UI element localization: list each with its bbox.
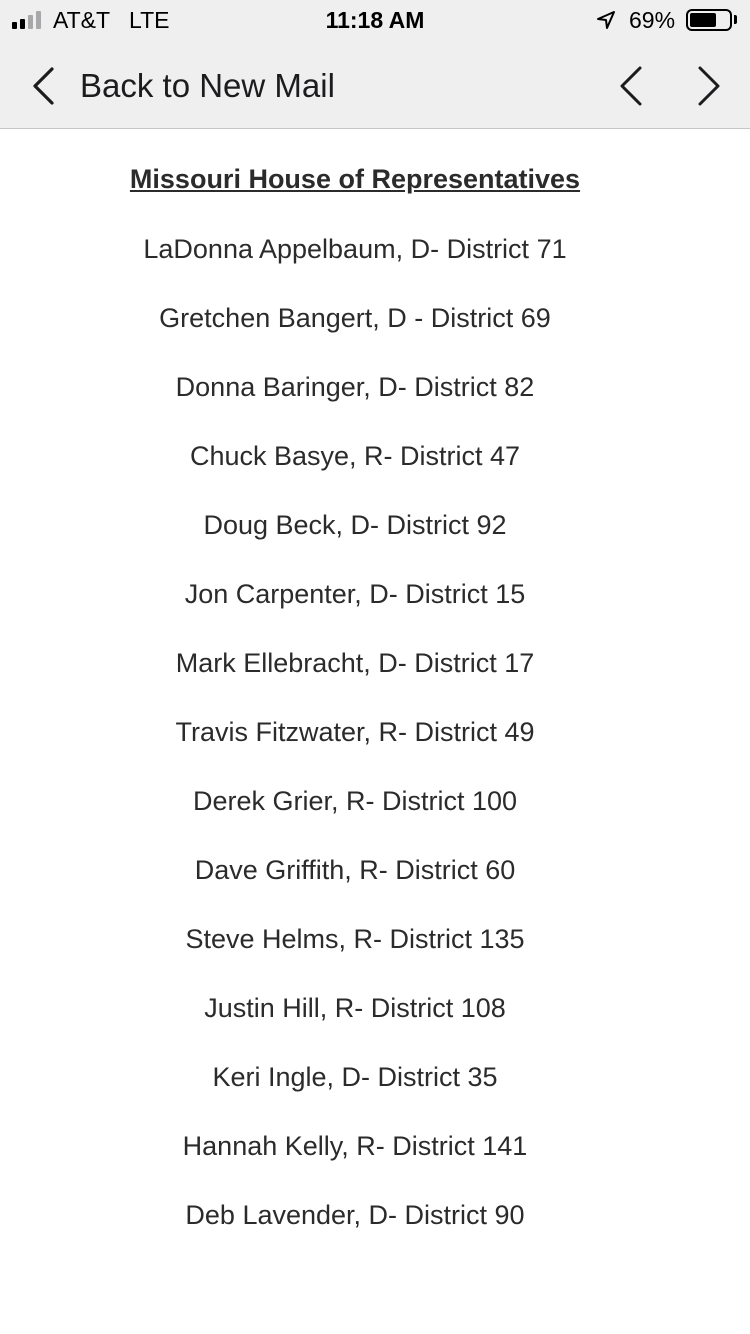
list-item: Hannah Kelly, R- District 141 [182, 1131, 528, 1161]
list-item: Justin Hill, R- District 108 [204, 993, 506, 1023]
chevron-left-icon [30, 66, 56, 106]
list-item: Doug Beck, D- District 92 [203, 510, 507, 540]
back-button-label: Back to New Mail [80, 67, 335, 104]
previous-message-button[interactable] [616, 64, 646, 108]
list-item: Steve Helms, R- District 135 [185, 924, 525, 954]
back-to-new-mail-button[interactable] [30, 60, 335, 112]
list-item: LaDonna Appelbaum, D- District 71 [143, 234, 567, 264]
list-item: Dave Griffith, R- District 60 [194, 855, 516, 885]
location-arrow-icon [595, 9, 617, 31]
battery-cap [734, 15, 737, 24]
battery-percent: 69% [629, 7, 676, 33]
list-item: Jon Carpenter, D- District 15 [184, 579, 526, 609]
list-item: Gretchen Bangert, D - District 69 [159, 303, 551, 333]
status-bar [0, 0, 750, 40]
status-time: 11:18 AM [325, 7, 425, 33]
list-item: Keri Ingle, D- District 35 [212, 1062, 498, 1092]
representatives-list [0, 233, 710, 1268]
top-chrome [0, 0, 750, 129]
list-item: Travis Fitzwater, R- District 49 [175, 717, 535, 747]
network-type: LTE [129, 7, 170, 33]
list-item: Mark Ellebracht, D- District 17 [175, 648, 535, 678]
battery-level-fill [690, 13, 716, 27]
list-item: Chuck Basye, R- District 47 [189, 441, 521, 471]
list-item: Deb Lavender, D- District 90 [185, 1200, 525, 1230]
next-message-button[interactable] [694, 64, 724, 108]
list-item: Donna Baringer, D- District 82 [175, 372, 535, 402]
battery-icon [686, 9, 732, 31]
section-heading: Missouri House of Representatives [129, 164, 581, 194]
list-item: Derek Grier, R- District 100 [192, 786, 518, 816]
carrier-name: AT&T [53, 7, 111, 33]
